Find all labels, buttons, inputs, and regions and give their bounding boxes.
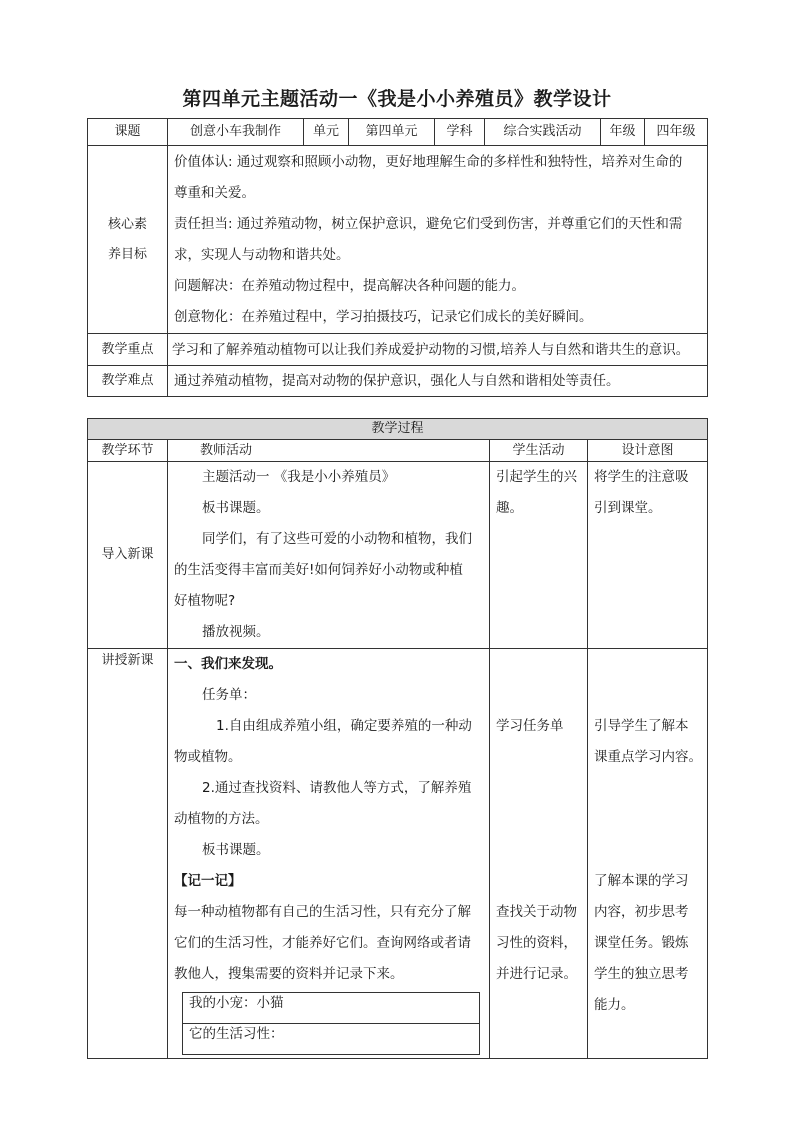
difficulty-label: 教学难点 xyxy=(88,366,168,397)
header-design: 设计意图 xyxy=(588,440,708,462)
teacher-line: 板书课题。 xyxy=(202,842,270,858)
student-line: 趣。 xyxy=(496,500,523,516)
grade-label: 年级 xyxy=(601,119,645,146)
key-point-text: 学习和了解养殖动植物可以让我们养成爱护动物的习惯,培养人与自然和谐共生的意识。 xyxy=(168,334,708,366)
stage-intro: 导入新课 xyxy=(88,462,168,649)
teacher-line: 好植物呢? xyxy=(174,593,236,609)
teacher-line: 播放视频。 xyxy=(202,624,270,640)
difficulty-text: 通过养殖动植物，提高对动物的保护意识，强化人与自然和谐相处等责任。 xyxy=(168,366,708,397)
lecture-student xyxy=(490,649,588,1059)
header-stage: 教学环节 xyxy=(88,440,168,462)
goals-line: 问题解决：在养殖动物过程中，提高解决各种问题的能力。 xyxy=(174,277,525,294)
student-line: 并进行记录。 xyxy=(496,966,577,982)
design-line: 课堂任务。锻炼 xyxy=(594,935,689,951)
header-student: 学生活动 xyxy=(490,440,588,462)
lecture-teacher xyxy=(168,649,490,1059)
teacher-line: 一、我们来发现。 xyxy=(174,656,282,672)
document-title: 第四单元主题活动一《我是小小养殖员》教学设计 xyxy=(182,88,612,110)
goals-line: 求，实现人与动物和谐共处。 xyxy=(174,246,350,263)
design-line: 引导学生了解本 xyxy=(594,718,689,734)
grade-value: 四年级 xyxy=(645,119,708,146)
course-value: 创意小车我制作 xyxy=(168,119,304,146)
header-teacher: 教师活动 xyxy=(168,440,490,462)
teacher-line: 任务单： xyxy=(202,687,256,703)
subject-value: 综合实践活动 xyxy=(485,119,601,146)
goals-line: 责任担当: 通过养殖动物，树立保护意识，避免它们受到伤害，并尊重它们的天性和需 xyxy=(174,215,683,232)
design-line: 了解本课的学习 xyxy=(594,873,689,889)
teacher-line: 教他人，搜集需要的资料并记录下来。 xyxy=(174,966,404,982)
goals-line: 创意物化：在养殖过程中，学习拍摄技巧，记录它们成长的美好瞬间。 xyxy=(174,308,593,325)
lecture-design xyxy=(588,649,708,1059)
subject-label: 学科 xyxy=(435,119,485,146)
course-label: 课题 xyxy=(88,119,168,146)
goals-label-line1: 核心素 xyxy=(107,216,147,232)
teacher-line: 的生活变得丰富而美好!如何饲养好小动物或种植 xyxy=(174,562,463,578)
student-line: 查找关于动物 xyxy=(496,904,577,920)
teacher-line: 板书课题。 xyxy=(202,500,270,516)
intro-teacher xyxy=(168,462,490,649)
teacher-line: 同学们，有了这些可爱的小动物和植物，我们 xyxy=(202,531,472,547)
goals-line: 尊重和关爱。 xyxy=(174,184,255,201)
design-line: 将学生的注意吸 xyxy=(594,469,689,485)
goals-content xyxy=(168,146,708,334)
intro-design xyxy=(588,462,708,649)
goals-line: 价值体认: 通过观察和照顾小动物，更好地理解生命的多样性和独特性，培养对生命的 xyxy=(174,153,683,170)
pet-record-row: 它的生活习性： xyxy=(183,1024,480,1055)
teacher-line: 它们的生活习性，才能养好它们。查询网络或者请 xyxy=(174,935,471,951)
unit-value: 第四单元 xyxy=(349,119,435,146)
design-line: 引到课堂。 xyxy=(594,500,662,516)
pet-record-row: 我的小宠：小猫 xyxy=(183,993,480,1024)
intro-student xyxy=(490,462,588,649)
teacher-line: 主题活动一 《我是小小养殖员》 xyxy=(202,469,396,485)
design-line: 学生的独立思考 xyxy=(594,966,689,982)
unit-label: 单元 xyxy=(304,119,349,146)
design-line: 内容，初步思考 xyxy=(594,904,689,920)
design-line: 课重点学习内容。 xyxy=(594,749,702,765)
teacher-line: 每一种动植物都有自己的生活习性，只有充分了解 xyxy=(174,904,471,920)
design-line: 能力。 xyxy=(594,997,635,1013)
teacher-line: 2.通过查找资料、请教他人等方式，了解养殖 xyxy=(202,780,472,796)
process-table xyxy=(87,418,708,1059)
teacher-line: 动植物的方法。 xyxy=(174,811,269,827)
teacher-line: 1.自由组成养殖小组，确定要养殖的一种动 xyxy=(216,718,472,734)
process-banner: 教学过程 xyxy=(88,419,708,440)
student-line: 习性的资料， xyxy=(496,935,577,951)
goals-label xyxy=(88,146,168,334)
student-line: 引起学生的兴 xyxy=(496,469,577,485)
teacher-line: 【记一记】 xyxy=(174,873,242,889)
student-line: 学习任务单 xyxy=(496,718,564,734)
goals-label-line2: 养目标 xyxy=(107,246,147,262)
teacher-line: 物或植物。 xyxy=(174,749,242,765)
stage-lecture: 讲授新课 xyxy=(88,649,168,1059)
pet-record-table xyxy=(182,992,480,1055)
info-table xyxy=(87,118,708,397)
key-point-label: 教学重点 xyxy=(88,334,168,366)
